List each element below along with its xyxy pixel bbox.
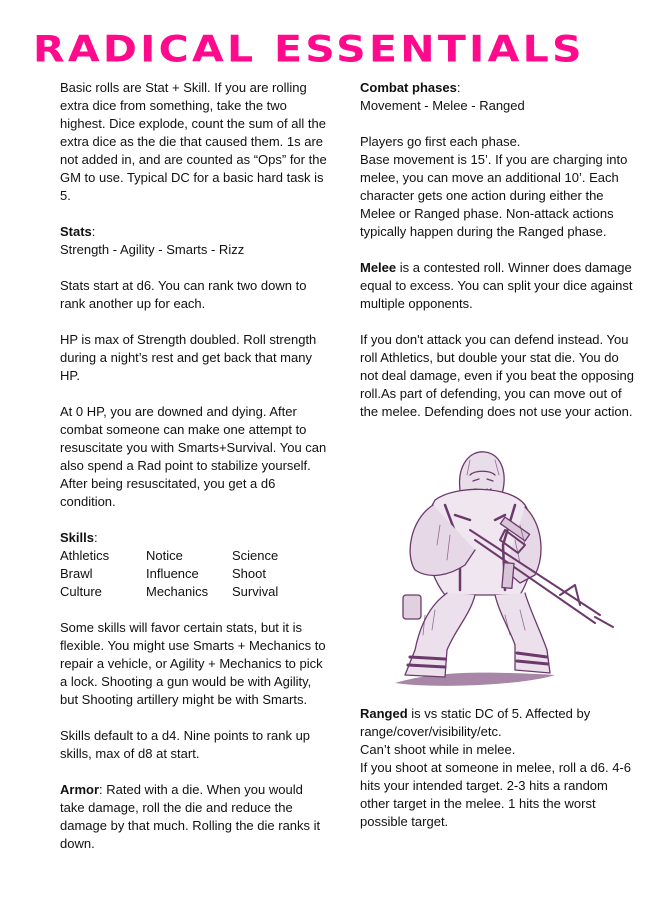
skill-item: Culture <box>60 584 102 599</box>
hp-paragraph: HP is max of Strength doubled. Roll strength during a night’s rest and get back that many HP. <box>60 332 317 383</box>
melee-paragraph <box>360 259 635 313</box>
page-title: RADICAL ESSENTIALS <box>33 28 585 70</box>
movement-paragraph: Base movement is 15’. If you are charging into melee, you can move an additional 10’. Each character gets one action during either the Melee or Ranged phase. Non-attack actions typically happen during the Ranged phase. <box>360 152 628 239</box>
melee-text: is a contested roll. Winner does damage equal to excess. You can split your dice against multiple opponents. <box>360 260 633 311</box>
combat-heading: Combat phases: <box>360 80 461 95</box>
yeti-soldier-illustration <box>375 445 625 695</box>
stats-rank-paragraph: Stats start at d6. You can rank two down to rank another up for each. <box>60 278 307 311</box>
skills-favor-paragraph: Some skills will favor certain stats, but it is flexible. You might use Smarts + Mechanics to repair a vehicle, or Agility + Mechanics to pick a lock. Shooting a gun would be with Agility, but Shooting artillery might be with Smarts. <box>60 620 326 707</box>
right-column <box>360 79 635 439</box>
skills-heading: Skills: <box>60 530 98 545</box>
defend-paragraph: If you don't attack you can defend instead. You roll Athletics, but double your stat die. You do not deal damage, even if you beat the opposing roll.As part of defending, you can move out of the melee. Defending does not use your action. <box>360 332 634 419</box>
skill-item: Science <box>232 548 279 563</box>
stats-heading-label: Stats <box>60 224 92 239</box>
zero-hp-paragraph: At 0 HP, you are downed and dying. After combat someone can make one attempt to resuscitate you with Smarts+Survival. You can also spend a Rad point to stabilize yourself. After being resuscitated, you get a d6 condition. <box>60 404 327 509</box>
armor-heading: Armor <box>60 782 100 797</box>
ranged-section <box>360 705 635 831</box>
skill-item: Mechanics <box>146 584 209 599</box>
skill-item: Influence <box>146 566 199 581</box>
ranged-paragraph <box>360 705 635 741</box>
combat-phases-list: Movement - Melee - Ranged <box>360 98 525 113</box>
players-first-line: Players go first each phase. <box>360 134 521 149</box>
skill-item: Athletics <box>60 548 110 563</box>
stats-list: Strength - Agility - Smarts - Rizz <box>60 242 245 257</box>
ranged-text: is vs static DC of 5. Affected by range/cover/visibility/etc. <box>360 706 591 739</box>
no-shoot-melee-line: Can’t shoot while in melee. <box>360 742 516 757</box>
left-column <box>60 79 330 871</box>
melee-heading: Melee <box>360 260 397 275</box>
skills-grid <box>60 547 330 601</box>
skills-heading-label: Skills <box>60 530 94 545</box>
skill-item: Notice <box>146 548 183 563</box>
skill-item: Survival <box>232 584 279 599</box>
armor-paragraph: Armor: Rated with a die. When you would take damage, roll the die and reduce the damage by that much. Rolling the die ranks it down. <box>60 782 321 851</box>
armor-text: Rated with a die. When you would take damage, roll the die and reduce the damage by that much. Rolling the die ranks it down. <box>60 782 321 851</box>
thigh-pouch <box>403 595 421 619</box>
magazine <box>502 563 514 589</box>
combat-heading-label: Combat phases <box>360 80 457 95</box>
skill-item: Brawl <box>60 566 93 581</box>
intro-paragraph: Basic rolls are Stat + Skill. If you are rolling extra dice from something, take the two highest. Dice explode, count the sum of all the extra dice as the die that caused them. 1s are not added in, and are counted as “Ops” for the GM to use. Typical DC for a basic hard task is 5. <box>60 80 327 203</box>
shoot-into-melee-paragraph: If you shoot at someone in melee, roll a d6. 4-6 hits your intended target. 2-3 hits a random other target in the melee. 1 hits the worst possible target. <box>360 760 631 829</box>
stats-heading: Stats: <box>60 224 96 239</box>
ranged-heading: Ranged <box>360 706 408 721</box>
skills-default-paragraph: Skills default to a d4. Nine points to rank up skills, max of d8 at start. <box>60 728 311 761</box>
skill-item: Shoot <box>232 566 266 581</box>
